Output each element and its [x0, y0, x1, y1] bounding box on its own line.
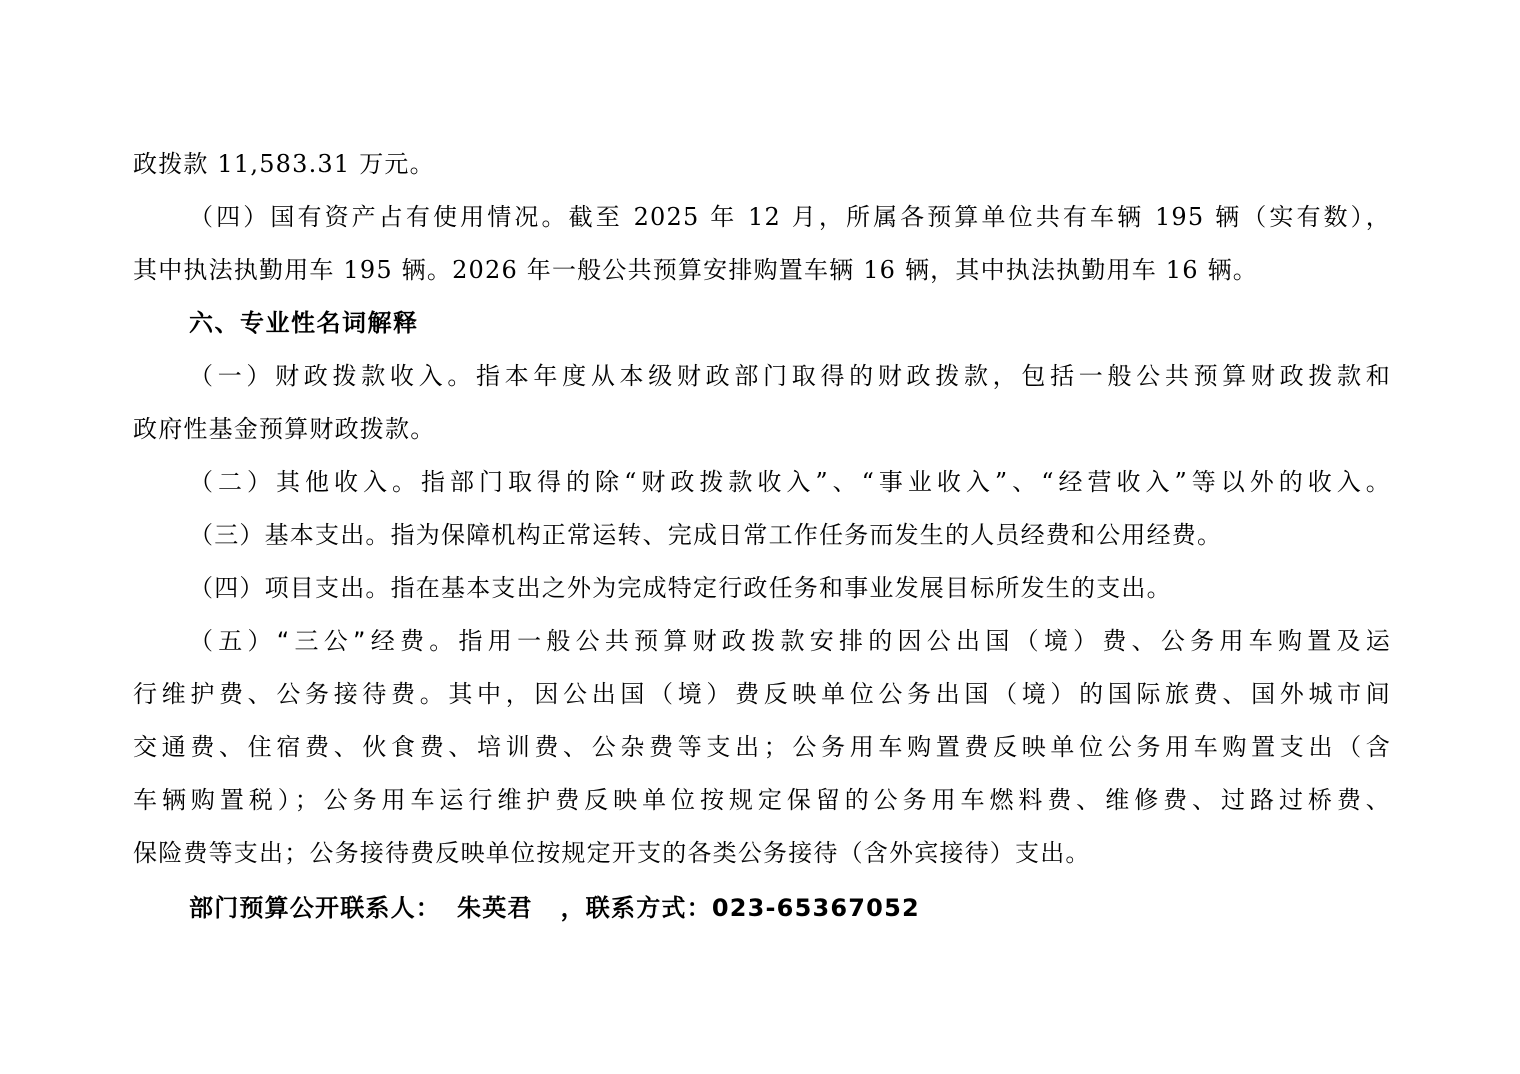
contact-name: 朱英君 [457, 894, 533, 922]
term-paragraph-line: 政府性基金预算财政拨款。 [133, 415, 436, 443]
term-paragraph-line: 交通费、住宿费、伙食费、培训费、公杂费等支出；公务用车购置费反映单位公务用车购置支出（含 [133, 733, 1391, 761]
term-label: （一）财政拨款收入 [189, 362, 448, 390]
term-paragraph-line [133, 562, 1391, 615]
contact-line [133, 882, 1391, 935]
term-paragraph-line [133, 456, 1391, 509]
contact-separator: ，联系方式： [560, 894, 712, 922]
term-definition: 。指为保障机构正常运转、完成日常工作任务而发生的人员经费和公用经费。 [365, 521, 1223, 549]
term-paragraph-line: 车辆购置税）；公务用车运行维护费反映单位按规定保留的公务用车燃料费、维修费、过路过桥费、 [133, 786, 1391, 814]
contact-label: 部门预算公开联系人： [189, 894, 441, 922]
term-paragraph-line [133, 509, 1391, 562]
term-paragraph-line [133, 615, 1391, 668]
paragraph-line: 其中执法执勤用车 195 辆。2026 年一般公共预算安排购置车辆 16 辆，其中执法执勤用车 16 辆。 [133, 256, 1258, 284]
term-definition: 。指在基本支出之外为完成特定行政任务和事业发展目标所发生的支出。 [365, 574, 1172, 602]
term-paragraph-line: 行维护费、公务接待费。其中，因公出国（境）费反映单位公务出国（境）的国际旅费、国外城市间 [133, 680, 1391, 708]
term-definition: 。指用一般公共预算财政拨款安排的因公出国（境）费、公务用车购置及运 [429, 627, 1391, 655]
term-label: （三）基本支出 [189, 521, 366, 549]
term-label: （四）项目支出 [189, 574, 366, 602]
paragraph-line: （四）国有资产占有使用情况。截至 2025 年 12 月，所属各预算单位共有车辆 195 辆（实有数）， [189, 203, 1391, 231]
term-label: （五）“三公”经费 [189, 627, 430, 655]
section-heading: 六、专业性名词解释 [189, 309, 419, 337]
document-body [133, 138, 1391, 935]
term-definition: 。指本年度从本级财政部门取得的财政拨款，包括一般公共预算财政拨款和 [447, 362, 1391, 390]
term-definition: 。指部门取得的除“财政拨款收入”、“事业收入”、“经营收入”等以外的收入。 [392, 468, 1391, 496]
contact-phone: 023-65367052 [711, 894, 920, 922]
term-label: （二）其他收入 [189, 468, 393, 496]
term-paragraph-line [133, 350, 1391, 403]
term-paragraph-line: 保险费等支出；公务接待费反映单位按规定开支的各类公务接待（含外宾接待）支出。 [133, 839, 1091, 867]
paragraph-line: 政拨款 11,583.31 万元。 [133, 150, 435, 178]
